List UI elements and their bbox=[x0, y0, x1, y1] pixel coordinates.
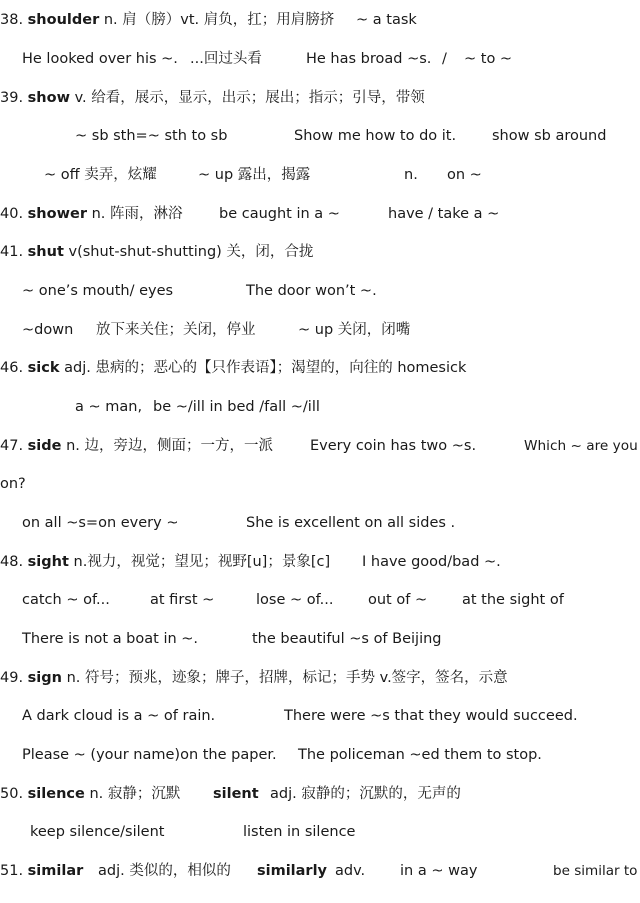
example: ~ a task bbox=[356, 12, 417, 28]
example: in a ~ way bbox=[400, 863, 478, 879]
example: catch ~ of... bbox=[22, 592, 110, 608]
example: on ~ bbox=[447, 167, 482, 183]
example-line bbox=[0, 472, 640, 496]
example: ~ off 卖弄，炫耀 bbox=[44, 167, 157, 183]
example-line bbox=[0, 704, 640, 728]
example: n. bbox=[404, 167, 418, 183]
example: be similar to bbox=[553, 863, 638, 879]
headword: side bbox=[27, 438, 62, 454]
example: on all ~s=on every ~ bbox=[22, 515, 179, 531]
entry-number: 51. bbox=[0, 863, 28, 879]
example: listen in silence bbox=[243, 824, 356, 840]
definition: adj. 类似的，相似的 bbox=[98, 863, 231, 879]
headword: shower bbox=[27, 206, 87, 222]
example: He has broad ~s. bbox=[306, 51, 432, 67]
entry-shower bbox=[0, 202, 640, 226]
headword: silent bbox=[213, 786, 259, 802]
example: ~down bbox=[22, 322, 74, 338]
example: Show me how to do it. bbox=[294, 128, 457, 144]
example-line bbox=[0, 820, 640, 844]
headword: sign bbox=[27, 670, 62, 686]
definition: n. 边，旁边，侧面；一方，一派 bbox=[61, 438, 274, 454]
entry-number: 38. bbox=[0, 12, 28, 28]
entry-number: 46. bbox=[0, 360, 28, 376]
example: 放下来关住；关闭，停业 bbox=[96, 322, 256, 338]
headword: sick bbox=[27, 360, 60, 376]
example-line bbox=[0, 588, 640, 612]
entry-side bbox=[0, 434, 640, 458]
example: The door won’t ~. bbox=[246, 283, 377, 299]
example: lose ~ of... bbox=[256, 592, 334, 608]
definition: n. 肩（膀）vt. 肩负，扛；用肩膀挤 bbox=[99, 12, 335, 28]
headword: similar bbox=[27, 863, 84, 879]
example: A dark cloud is a ~ of rain. bbox=[22, 708, 216, 724]
entry-shoulder bbox=[0, 8, 640, 32]
entry-number: 48. bbox=[0, 554, 28, 570]
example: ~ one’s mouth/ eyes bbox=[22, 283, 174, 299]
example-line bbox=[0, 124, 640, 148]
definition: v. 给看，展示，显示，出示；展出；指示；引导，带领 bbox=[69, 90, 425, 106]
entry-number: 49. bbox=[0, 670, 28, 686]
definition: n. 寂静；沉默 bbox=[84, 786, 181, 802]
example: show sb around bbox=[492, 128, 607, 144]
example: There were ~s that they would succeed. bbox=[284, 708, 578, 724]
example: She is excellent on all sides . bbox=[246, 515, 456, 531]
example: be ~/ill in bed /fall ~/ill bbox=[153, 399, 320, 415]
entry-number: 39. bbox=[0, 90, 28, 106]
definition: n. 符号；预兆，迹象；牌子，招牌，标记；手势 v.签字，签名，示意 bbox=[61, 670, 508, 686]
entry-sick bbox=[0, 356, 640, 380]
example-line bbox=[0, 511, 640, 535]
entry-show bbox=[0, 86, 640, 110]
example-line bbox=[0, 47, 640, 71]
example: ~ sb sth=~ sth to sb bbox=[75, 128, 228, 144]
example: the beautiful ~s of Beijing bbox=[252, 631, 442, 647]
definition: n.视力，视觉；望见；视野[u]；景象[c] bbox=[68, 554, 331, 570]
example: The policeman ~ed them to stop. bbox=[298, 747, 542, 763]
definition: adv. bbox=[335, 863, 366, 879]
example-line bbox=[0, 395, 640, 419]
example: ...回过头看 bbox=[190, 51, 262, 67]
entry-sight bbox=[0, 550, 640, 574]
example: at the sight of bbox=[462, 592, 564, 608]
example: out of ~ bbox=[368, 592, 428, 608]
headword: silence bbox=[27, 786, 85, 802]
definition: n. 阵雨，淋浴 bbox=[86, 206, 183, 222]
example-line bbox=[0, 743, 640, 767]
example-line bbox=[0, 318, 640, 342]
example: be caught in a ~ bbox=[219, 206, 340, 222]
example: He looked over his ~. bbox=[22, 51, 178, 67]
example-line bbox=[0, 279, 640, 303]
entry-number: 41. bbox=[0, 244, 28, 260]
example: I have good/bad ~. bbox=[362, 554, 501, 570]
headword: shoulder bbox=[27, 12, 100, 28]
definition: adj. 患病的；恶心的【只作表语】；渴望的，向往的 homesick bbox=[59, 360, 467, 376]
entry-shut bbox=[0, 240, 640, 264]
example-line bbox=[0, 627, 640, 651]
entry-number: 40. bbox=[0, 206, 28, 222]
example: at first ~ bbox=[150, 592, 215, 608]
example: Every coin has two ~s. bbox=[310, 438, 477, 454]
example: ~ up 关闭，闭嘴 bbox=[298, 322, 411, 338]
entry-similar bbox=[0, 859, 640, 883]
definition: v(shut-shut-shutting) 关，闭，合拢 bbox=[63, 244, 314, 260]
headword: show bbox=[27, 90, 70, 106]
example: ~ to ~ bbox=[464, 51, 513, 67]
definition: adj. 寂静的；沉默的，无声的 bbox=[270, 786, 461, 802]
example: on? bbox=[0, 476, 26, 492]
headword: shut bbox=[27, 244, 64, 260]
example: a ~ man, bbox=[75, 399, 143, 415]
example-line bbox=[0, 163, 640, 187]
entry-sign bbox=[0, 666, 640, 690]
example: Please ~ (your name)on the paper. bbox=[22, 747, 277, 763]
example: have / take a ~ bbox=[388, 206, 500, 222]
example: ~ up 露出，揭露 bbox=[198, 167, 311, 183]
example: There is not a boat in ~. bbox=[22, 631, 199, 647]
entry-silence bbox=[0, 782, 640, 806]
entry-number: 50. bbox=[0, 786, 28, 802]
entry-number: 47. bbox=[0, 438, 28, 454]
headword: sight bbox=[27, 554, 69, 570]
example: keep silence/silent bbox=[30, 824, 165, 840]
example: / bbox=[442, 51, 447, 67]
headword: similarly bbox=[257, 863, 328, 879]
example: Which ~ are you bbox=[524, 438, 638, 454]
